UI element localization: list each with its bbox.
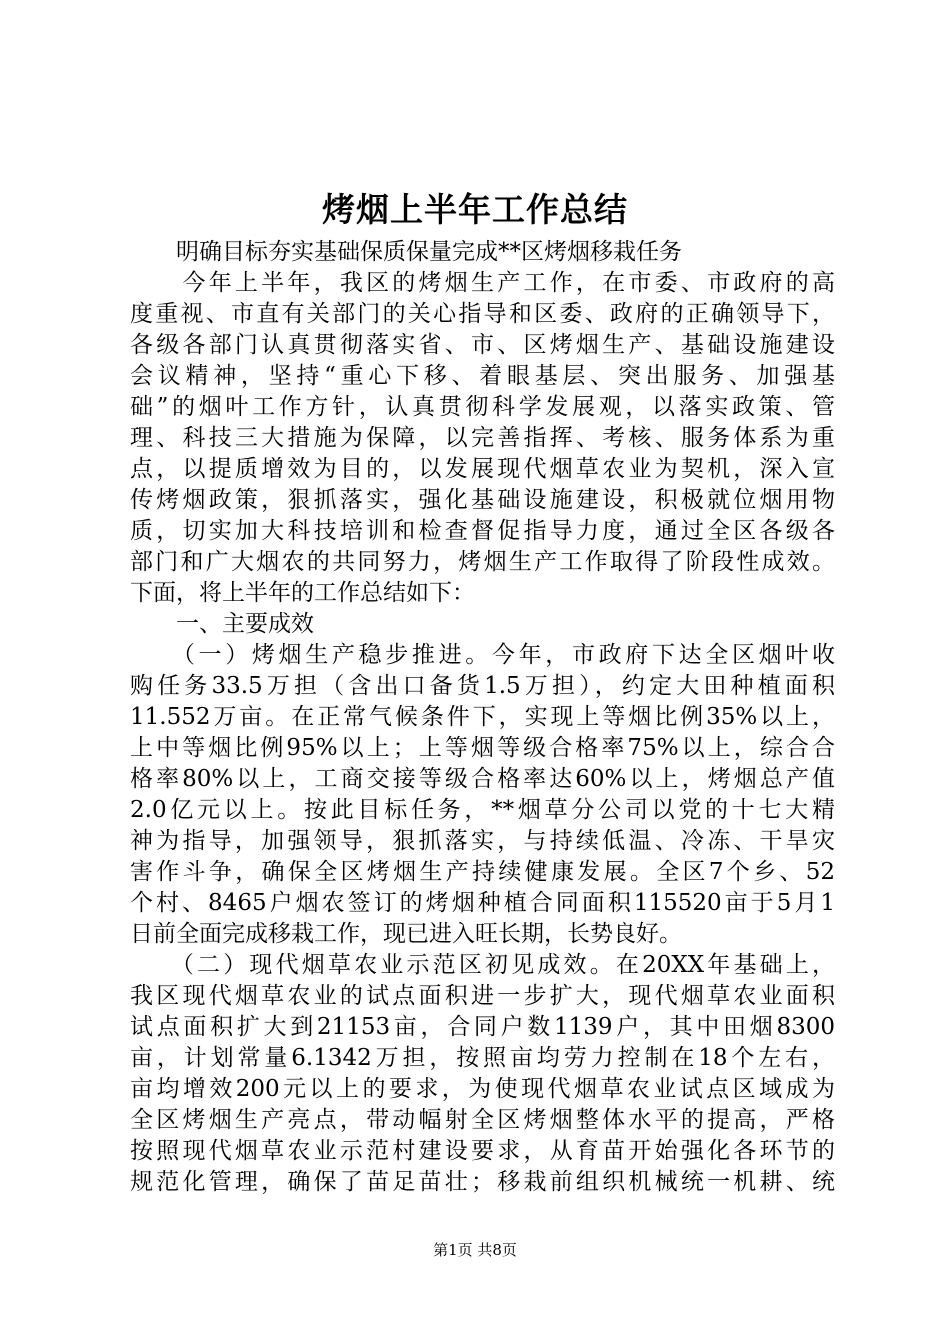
body-line: 神为指导，加强领导，狠抓落实，与持续低温、冷冻、干旱灾 [130,828,835,854]
body-line: 一、主要成效 [130,611,314,637]
body-line: 试点面积扩大到21153亩，合同户数1139户，其中田烟8300 [130,1014,835,1040]
body-line: 格率80%以上，工商交接等级合格率达60%以上，烤烟总产值 [130,766,835,792]
body-line: 全区烤烟生产亮点，带动幅射全区烤烟整体水平的提高，严格 [130,1107,835,1133]
body-line: 今年上半年，我区的烤烟生产工作，在市委、市政府的高 [130,270,835,296]
body-line: 11.552万亩。在正常气候条件下，实现上等烟比例35%以上， [130,704,835,730]
body-line: （一）烤烟生产稳步推进。今年，市政府下达全区烟叶收 [130,642,835,668]
body-line: 度重视、市直有关部门的关心指导和区委、政府的正确领导下， [130,301,835,327]
body-line: 害作斗争，确保全区烤烟生产持续健康发展。全区7个乡、52 [130,859,835,885]
body-line: 下面，将上半年的工作总结如下： [130,580,475,606]
body-line: 日前全面完成移栽工作，现已进入旺长期，长势良好。 [130,921,682,947]
body-line: （二）现代烟草农业示范区初见成效。在20XX年基础上， [130,952,835,978]
body-line: 质，切实加大科技培训和检查督促指导力度，通过全区各级各 [130,518,835,544]
body-line: 础”的烟叶工作方针，认真贯彻科学发展观，以落实政策、管 [130,394,835,420]
body-line: 购任务33.5万担（含出口备货1.5万担），约定大田种植面积 [130,673,835,699]
page-footer: 第1页 共8页 [433,1241,517,1259]
body-line: 部门和广大烟农的共同努力，烤烟生产工作取得了阶段性成效。 [130,549,835,575]
body-line: 理、科技三大措施为保障，以完善指挥、考核、服务体系为重 [130,425,835,451]
body-line: 会议精神，坚持“重心下移、着眼基层、突出服务、加强基 [130,363,835,389]
body-line: 个村、8465户烟农签订的烤烟种植合同面积115520亩于5月1 [130,890,835,916]
body-line: 2.0亿元以上。按此目标任务，**烟草分公司以党的十七大精 [130,797,835,823]
document-body [130,237,835,1198]
body-line: 各级各部门认真贯彻落实省、市、区烤烟生产、基础设施建设 [130,332,835,358]
body-line: 明确目标夯实基础保质保量完成**区烤烟移栽任务 [130,239,682,265]
body-line: 按照现代烟草农业示范村建设要求，从育苗开始强化各环节的 [130,1138,835,1164]
body-line: 上中等烟比例95%以上；上等烟等级合格率75%以上，综合合 [130,735,835,761]
body-line: 传烤烟政策，狠抓落实，强化基础设施建设，积极就位烟用物 [130,487,835,513]
body-line: 点，以提质增效为目的，以发展现代烟草农业为契机，深入宣 [130,456,835,482]
document-title: 烤烟上半年工作总结 [322,190,628,229]
body-line: 亩均增效200元以上的要求，为使现代烟草农业试点区域成为 [130,1076,835,1102]
body-line: 亩，计划常量6.1342万担，按照亩均劳力控制在18个左右， [130,1045,835,1071]
body-line: 规范化管理，确保了苗足苗壮；移栽前组织机械统一机耕、统 [130,1169,835,1195]
body-line: 我区现代烟草农业的试点面积进一步扩大，现代烟草农业面积 [130,983,835,1009]
